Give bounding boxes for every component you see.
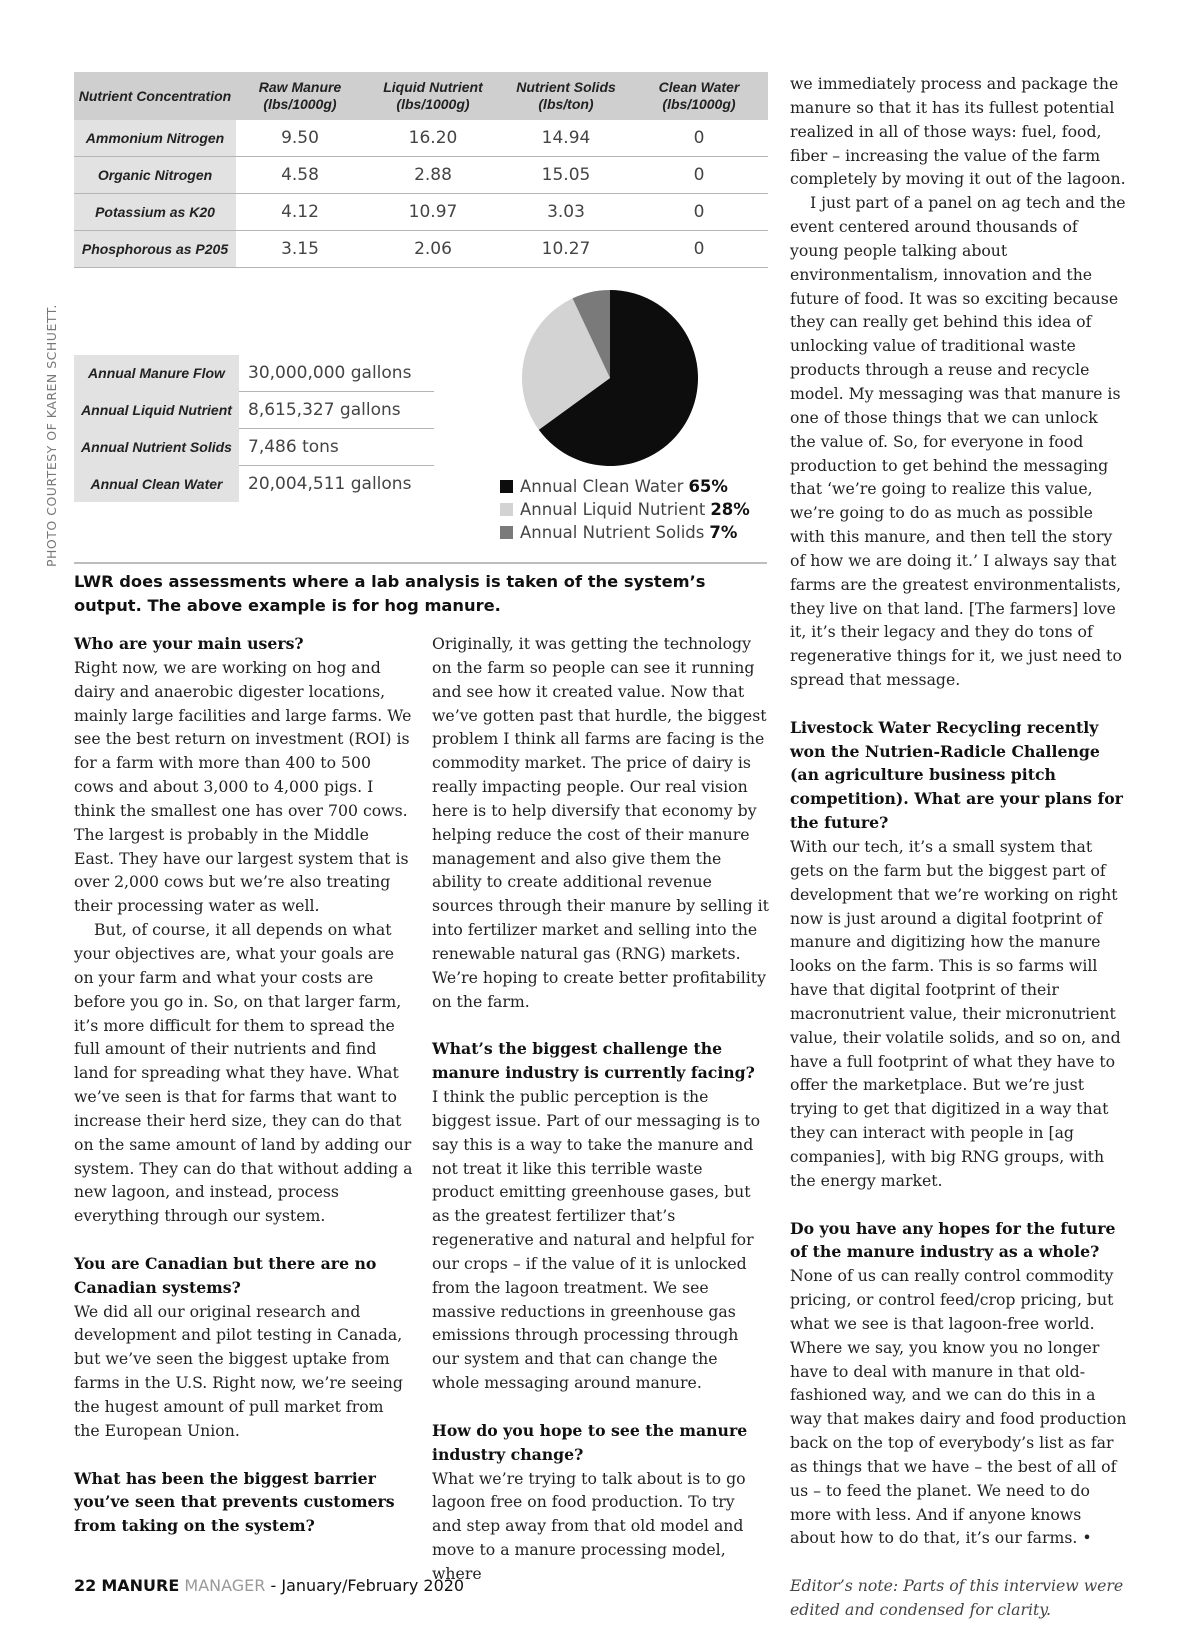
- legend-item-clean-water: [500, 475, 750, 498]
- header-liquid-nutrient: Liquid Nutrient (lbs/1000g): [364, 72, 502, 120]
- cell-value: 2.88: [364, 157, 502, 194]
- question-heading: How do you hope to see the manure industry change?: [432, 1420, 748, 1464]
- cell-value: 4.58: [236, 157, 364, 194]
- table-row: [74, 194, 768, 231]
- table-row: [74, 120, 768, 157]
- divider: [74, 562, 767, 564]
- annual-label: Annual Manure Flow: [74, 355, 239, 392]
- row-label: Ammonium Nitrogen: [74, 120, 236, 157]
- table-row: [74, 231, 768, 268]
- issue-date: - January/February 2020: [270, 1576, 465, 1595]
- header-nutrient-concentration: Nutrient Concentration: [74, 72, 236, 120]
- legend-percent: 28%: [710, 500, 750, 519]
- answer-paragraph: None of us can really control commodity pricing, or control feed/crop pricing, but what we see is that lagoon-free world. Where we say, you know you no longer have to deal with manure in that old-fashioned way, and we can do this in a way that makes dairy and food production back on the top of everybody’s list as far as things that we have – the best of all of us – to feed the planet. We need to do more with less. And if anyone knows about how to do that, it’s our farms. •: [790, 1266, 1127, 1548]
- nutrient-table-header: [74, 72, 768, 120]
- editors-note: Editor’s note: Parts of this interview were edited and condensed for clarity.: [790, 1576, 1124, 1619]
- cell-value: 0: [630, 194, 768, 231]
- annual-label: Annual Nutrient Solids: [74, 429, 239, 466]
- header-nutrient-solids: Nutrient Solids (lbs/ton): [502, 72, 630, 120]
- header-clean-water: Clean Water (lbs/1000g): [630, 72, 768, 120]
- cell-value: 0: [630, 120, 768, 157]
- table-row: [74, 392, 434, 429]
- cell-value: 3.03: [502, 194, 630, 231]
- row-label: Phosphorous as P205: [74, 231, 236, 268]
- answer-paragraph: Originally, it was getting the technology on the farm so people can see it running and see how it created value. Now that we’ve gotten past that hurdle, the biggest problem I think all farms are facing is the commodity market. The price of dairy is really impacting people. Our real vision here is to help diversify that economy by helping reduce the cost of their manure management and also give them the ability to create additional revenue sources through their manure by selling it into fertilizer market and selling into the renewable natural gas (RNG) markets. We’re hoping to create better profitability on the farm.: [432, 634, 769, 1011]
- question-heading: Livestock Water Recycling recently won the Nutrien-Radicle Challenge (an agriculture business pitch competition). What are your plans for the future?: [790, 717, 1123, 833]
- magazine-name-light: MANAGER: [184, 1576, 266, 1595]
- header-raw-manure: Raw Manure (lbs/1000g): [236, 72, 364, 120]
- annual-label: Annual Liquid Nutrient: [74, 392, 239, 429]
- answer-paragraph: I just part of a panel on ag tech and the event centered around thousands of young people talking about environmentalism, innovation and the future of food. It was so exciting because they can really get behind this idea of unlocking value of traditional waste products through a reuse and recycle model. My messaging was that manure is one of those things that we can unlock the value of. So, for everyone in food production to get behind the messaging that ‘we’re going to realize this value, we’re going to do as much as possible with this manure, and then tell the story of how we are doing it.’ I always say that farms are the greatest environmentalists, they live on that land. [The farmers] love it, it’s their legacy and they do tons of regenerative things for it, we just need to spread that message.: [790, 193, 1126, 690]
- answer-paragraph: We did all our original research and development and pilot testing in Canada, but we’ve seen the biggest uptake from farms in the U.S. Right now, we’re seeing the hugest amount of pull market from the European Union.: [74, 1301, 403, 1440]
- annual-value: 7,486 tons: [239, 429, 434, 466]
- article-column-3: [790, 72, 1127, 1622]
- photo-credit: PHOTO COURTESY OF KAREN SCHUETT.: [44, 304, 59, 567]
- legend-item-liquid-nutrient: [500, 498, 750, 521]
- question-heading: What’s the biggest challenge the manure industry is currently facing?: [432, 1039, 755, 1083]
- question-heading: Who are your main users?: [74, 634, 304, 653]
- legend-item-nutrient-solids: [500, 521, 750, 544]
- annual-totals-table: [74, 355, 434, 502]
- pie-legend: [500, 475, 750, 544]
- table-row: [74, 157, 768, 194]
- nutrient-concentration-table: [74, 72, 768, 268]
- legend-label: Annual Liquid Nutrient: [520, 500, 706, 519]
- annual-value: 20,004,511 gallons: [248, 474, 412, 494]
- legend-label: Annual Clean Water: [520, 477, 684, 496]
- article-column-1: [74, 632, 414, 1538]
- legend-label: Annual Nutrient Solids: [520, 523, 705, 542]
- table-row: [74, 355, 434, 392]
- row-label: Organic Nitrogen: [74, 157, 236, 194]
- question-heading: What has been the biggest barrier you’ve seen that prevents customers from taking on the system?: [74, 1468, 395, 1536]
- legend-swatch: [500, 526, 513, 539]
- answer-paragraph: I think the public perception is the biggest issue. Part of our messaging is to say this is a way to take the manure and not treat it like this terrible waste product emitting greenhouse gases, but as the greatest fertilizer that’s regenerative and natural and helpful for our crops – if the value of it is unlocked from the lagoon treatment. We see massive reductions in greenhouse gas emissions through processing through our system and that can change the whole messaging around manure.: [432, 1087, 761, 1393]
- annual-value: 30,000,000 gallons: [239, 355, 434, 392]
- table-row: [74, 429, 434, 466]
- cell-value: 2.06: [364, 231, 502, 268]
- article-column-2: [432, 632, 769, 1586]
- annual-value: 8,615,327 gallons: [239, 392, 434, 429]
- cell-value: 10.27: [502, 231, 630, 268]
- question-heading: Do you have any hopes for the future of the manure industry as a whole?: [790, 1218, 1116, 1262]
- cell-value: 0: [630, 231, 768, 268]
- row-label: Potassium as K20: [74, 194, 236, 231]
- legend-swatch: [500, 480, 513, 493]
- cell-value: 10.97: [364, 194, 502, 231]
- cell-value: 3.15: [236, 231, 364, 268]
- cell-value: 15.05: [502, 157, 630, 194]
- figure-caption: LWR does assessments where a lab analysis is taken of the system’s output. The above example is for hog manure.: [74, 572, 706, 615]
- cell-value: 4.12: [236, 194, 364, 231]
- page-footer: [74, 1576, 464, 1595]
- pie-chart: [520, 288, 700, 468]
- answer-paragraph: we immediately process and package the manure so that it has its fullest potential realized in all of those ways: fuel, food, fiber – increasing the value of the farm completely by moving it out of the lagoon.: [790, 74, 1126, 189]
- table-row: [74, 466, 434, 503]
- answer-paragraph: With our tech, it’s a small system that gets on the farm but the biggest part of development that we’re working on right now is just around a digital footprint of manure and digitizing how the manure looks on the farm. This is so farms will have that digital footprint of their macronutrient value, their micronutrient value, their volatile solids, and so on, and have a full footprint of what they have to offer the marketplace. But we’re just trying to get that digitized in a way that they can interact with people in [ag companies], with big RNG groups, with the energy market.: [790, 837, 1121, 1190]
- magazine-name-bold: MANURE: [101, 1576, 180, 1595]
- cell-value: 0: [630, 157, 768, 194]
- page-number: 22: [74, 1576, 97, 1595]
- answer-paragraph: Right now, we are working on hog and dairy and anaerobic digester locations, mainly large facilities and large farms. We see the best return on investment (ROI) is for a farm with more than 400 to 500 cows and about 3,000 to 4,000 pigs. I think the smallest one has over 700 cows. The largest is probably in the Middle East. They have our largest system that is over 2,000 cows but we’re also treating their processing water as well.: [74, 657, 412, 916]
- legend-swatch: [500, 503, 513, 516]
- question-heading: You are Canadian but there are no Canadian systems?: [74, 1253, 377, 1297]
- annual-label: Annual Clean Water: [74, 466, 239, 503]
- cell-value: 9.50: [236, 120, 364, 157]
- cell-value: 14.94: [502, 120, 630, 157]
- legend-percent: 65%: [688, 477, 728, 496]
- cell-value: 16.20: [364, 120, 502, 157]
- answer-paragraph: What we’re trying to talk about is to go lagoon free on food production. To try and step away from that old model and move to a manure processing model, where: [432, 1468, 746, 1583]
- legend-percent: 7%: [709, 523, 738, 542]
- answer-paragraph: But, of course, it all depends on what your objectives are, what your goals are on your farm and what your costs are before you go in. So, on that larger farm, it’s more difficult for them to spread the full amount of their nutrients and find land for spreading what they have. What we’ve seen is that for farms that want to increase their herd size, they can do that on the same amount of land by adding our system. They can do that without adding a new lagoon, and instead, process everything through our system.: [74, 920, 413, 1226]
